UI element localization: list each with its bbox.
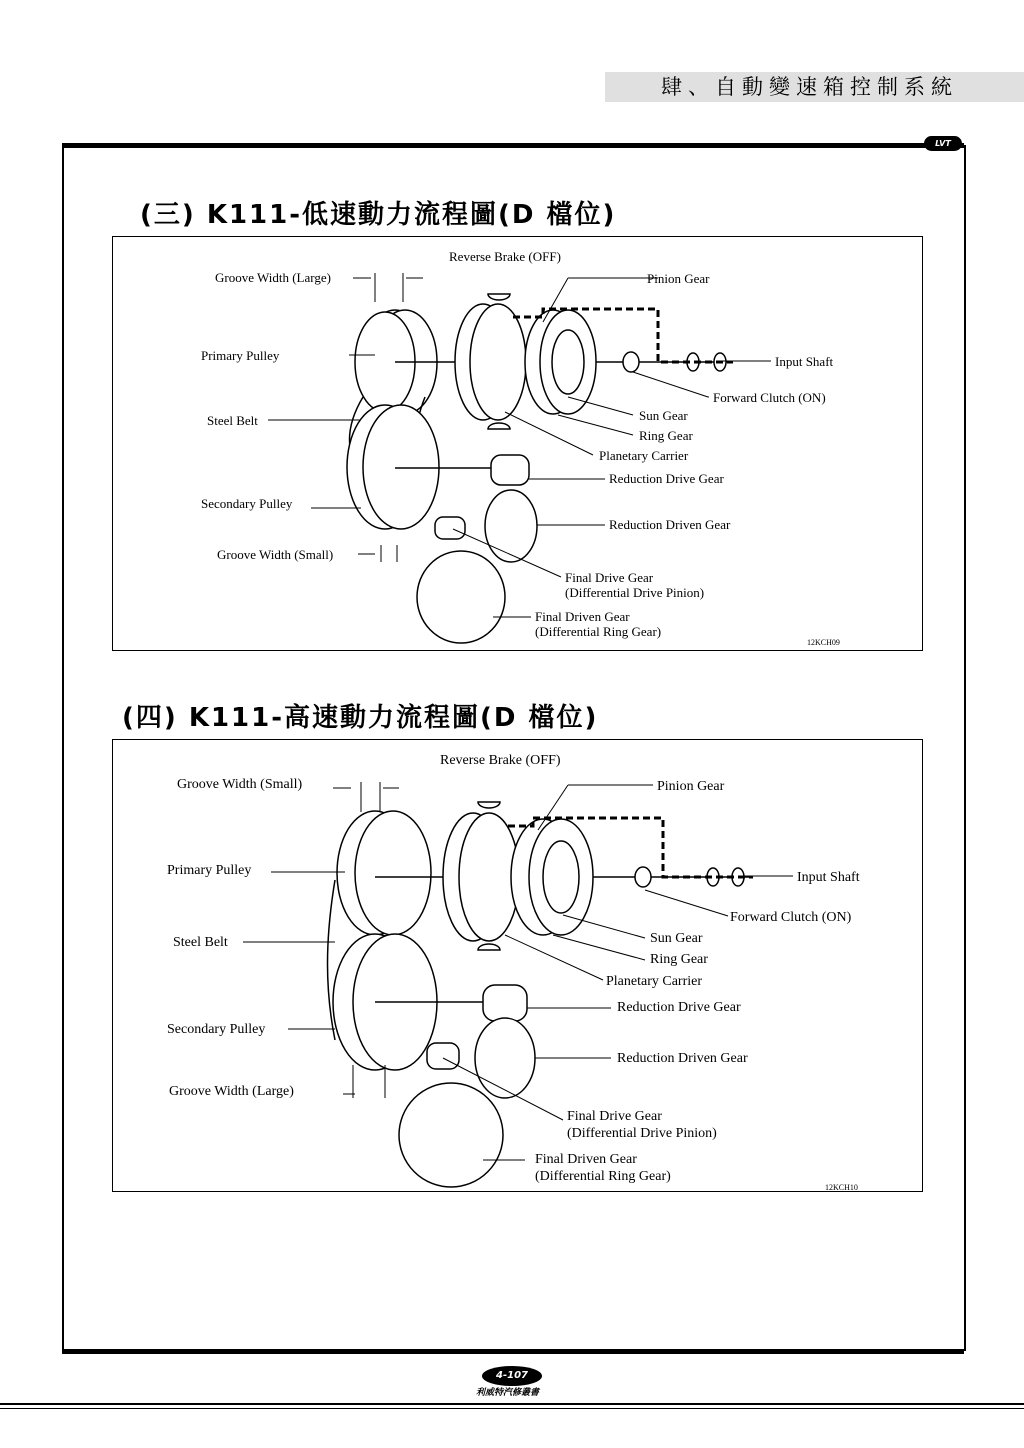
label-reverse-brake: Reverse Brake (OFF): [449, 249, 561, 264]
label-sun-gear: Sun Gear: [650, 931, 703, 946]
label-ring-gear: Ring Gear: [639, 428, 693, 443]
footer-rule-thin: [0, 1408, 1024, 1409]
label-reverse-brake: Reverse Brake (OFF): [440, 753, 561, 768]
label-groove-top: Groove Width (Large): [215, 270, 331, 285]
label-secondary-pulley: Secondary Pulley: [167, 1022, 266, 1037]
label-final-driven-sub: (Differential Ring Gear): [535, 1169, 671, 1184]
label-final-drive-sub: (Differential Drive Pinion): [567, 1126, 717, 1141]
bottom-rule: [62, 1349, 964, 1354]
header-bar: [605, 72, 1024, 102]
brand-logo: LVT: [924, 136, 962, 151]
label-forward-clutch: Forward Clutch (ON): [730, 910, 852, 925]
label-pinion-gear: Pinion Gear: [647, 271, 710, 286]
label-reduction-drive: Reduction Drive Gear: [609, 471, 724, 486]
chapter-title: 肆、自動變速箱控制系統: [661, 75, 958, 99]
label-planetary-carrier: Planetary Carrier: [606, 974, 703, 989]
label-final-drive-sub: (Differential Drive Pinion): [565, 585, 705, 600]
label-pinion-gear: Pinion Gear: [657, 779, 725, 794]
label-primary-pulley: Primary Pulley: [201, 348, 280, 363]
diagram-high-speed: [112, 739, 923, 1192]
label-input-shaft: Input Shaft: [797, 870, 860, 885]
label-final-driven: Final Driven Gear: [535, 609, 630, 624]
label-reduction-driven: Reduction Driven Gear: [609, 517, 731, 532]
label-primary-pulley: Primary Pulley: [167, 863, 252, 878]
figure-code: 12KCH10: [825, 1183, 858, 1191]
section2-title: (四) K111-高速動力流程圖(D 檔位): [122, 703, 599, 733]
section1-title: (三) K111-低速動力流程圖(D 檔位): [140, 200, 617, 230]
page-number: 4-107: [482, 1366, 542, 1386]
label-planetary-carrier: Planetary Carrier: [599, 448, 689, 463]
label-reduction-drive: Reduction Drive Gear: [617, 1000, 741, 1015]
label-final-driven: Final Driven Gear: [535, 1152, 637, 1167]
label-final-drive: Final Drive Gear: [567, 1109, 662, 1124]
label-sun-gear: Sun Gear: [639, 408, 688, 423]
label-final-drive: Final Drive Gear: [565, 570, 654, 585]
label-groove-bottom: Groove Width (Small): [217, 547, 334, 562]
label-steel-belt: Steel Belt: [173, 935, 228, 950]
label-reduction-driven: Reduction Driven Gear: [617, 1051, 748, 1066]
label-groove-top: Groove Width (Small): [177, 777, 303, 792]
label-steel-belt: Steel Belt: [207, 413, 258, 428]
figure-code: 12KCH09: [807, 638, 840, 647]
label-groove-bottom: Groove Width (Large): [169, 1084, 294, 1099]
label-ring-gear: Ring Gear: [650, 952, 708, 967]
label-secondary-pulley: Secondary Pulley: [201, 496, 293, 511]
footer-rule: [0, 1403, 1024, 1405]
label-forward-clutch: Forward Clutch (ON): [713, 390, 826, 405]
publisher-name: 利威特汽修叢書: [476, 1388, 540, 1398]
high-speed-diagram-svg: [113, 740, 922, 1191]
low-speed-diagram-svg: [113, 237, 922, 650]
label-final-driven-sub: (Differential Ring Gear): [535, 624, 662, 639]
label-input-shaft: Input Shaft: [775, 354, 834, 369]
diagram-low-speed: [112, 236, 923, 651]
